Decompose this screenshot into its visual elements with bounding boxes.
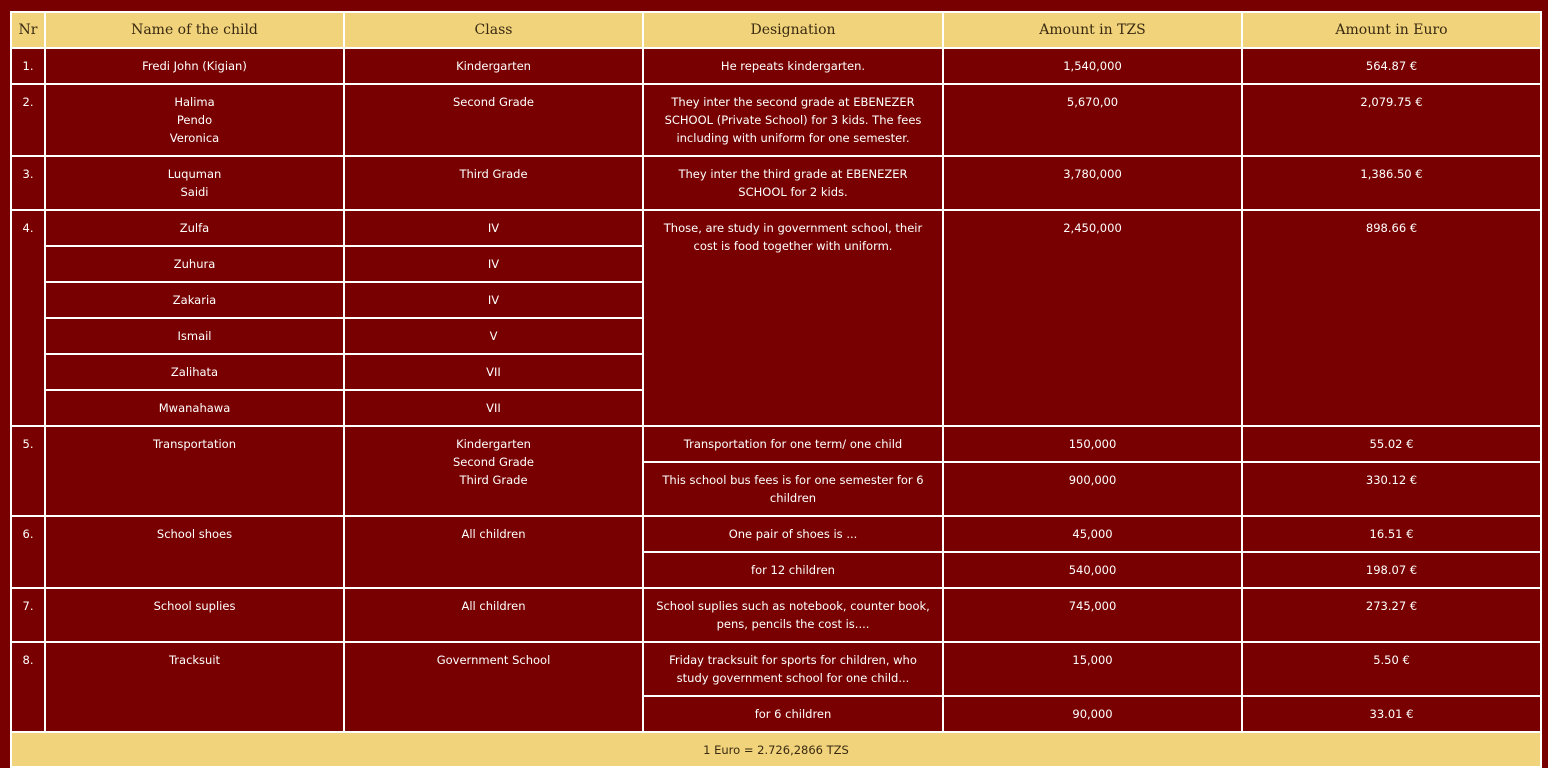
designation-cell: Transportation for one term/ one child [643,426,943,462]
designation-cell: Those, are study in government school, their cost is food together with uniform. [643,210,943,426]
header-name: Name of the child [45,12,344,48]
amount-euro: 1,386.50 € [1242,156,1541,210]
table-row [11,426,1541,462]
amount-tzs: 90,000 [943,696,1242,732]
item-name: Transportation [45,426,344,516]
child-name-line: Luquman [167,167,222,181]
amount-tzs: 2,450,000 [943,210,1242,426]
child-name: Zakaria [45,282,344,318]
child-name: Zulfa [45,210,344,246]
amount-euro: 33.01 € [1242,696,1541,732]
designation-cell: This school bus fees is for one semester for 6 children [643,462,943,516]
child-name: Zuhura [45,246,344,282]
class-line: Kindergarten [456,437,531,451]
header-amount-euro: Amount in Euro [1242,12,1541,48]
header-row [11,12,1541,48]
item-name: Tracksuit [45,642,344,732]
amount-euro: 5.50 € [1242,642,1541,696]
header-amount-tzs: Amount in TZS [943,12,1242,48]
amount-tzs: 5,670,00 [943,84,1242,156]
class-line: Third Grade [459,473,528,487]
designation-cell: Friday tracksuit for sports for children, who study government school for one child... [643,642,943,696]
amount-tzs: 150,000 [943,426,1242,462]
row-number: 1. [11,48,45,84]
amount-euro: 330.12 € [1242,462,1541,516]
row-number: 7. [11,588,45,642]
amount-tzs: 15,000 [943,642,1242,696]
class-cell: Kindergarten [344,48,643,84]
item-name: School shoes [45,516,344,588]
designation-cell: He repeats kindergarten. [643,48,943,84]
child-name: Zalihata [45,354,344,390]
child-name: Mwanahawa [45,390,344,426]
class-cell: V [344,318,643,354]
child-name-line: Halima [174,95,215,109]
header-designation: Designation [643,12,943,48]
amount-euro: 55.02 € [1242,426,1541,462]
class-cell: Second Grade [344,84,643,156]
class-cell: IV [344,282,643,318]
table-row [11,588,1541,642]
amount-tzs: 1,540,000 [943,48,1242,84]
amount-euro: 16.51 € [1242,516,1541,552]
designation-cell: They inter the third grade at EBENEZER SCHOOL for 2 kids. [643,156,943,210]
child-name [45,84,344,156]
child-name-line: Veronica [169,131,220,145]
amount-euro: 273.27 € [1242,588,1541,642]
class-cell: VII [344,354,643,390]
budget-table [10,11,1542,768]
class-cell: All children [344,588,643,642]
amount-euro: 564.87 € [1242,48,1541,84]
amount-tzs: 3,780,000 [943,156,1242,210]
class-line: Second Grade [452,455,535,469]
amount-tzs: 45,000 [943,516,1242,552]
footer-row [11,732,1541,767]
amount-tzs: 745,000 [943,588,1242,642]
class-cell [344,426,643,516]
class-cell: Third Grade [344,156,643,210]
amount-euro: 198.07 € [1242,552,1541,588]
amount-tzs: 540,000 [943,552,1242,588]
table-row [11,84,1541,156]
child-name [45,156,344,210]
table-row [11,156,1541,210]
designation-cell: One pair of shoes is ... [643,516,943,552]
designation-cell: for 12 children [643,552,943,588]
class-cell: VII [344,390,643,426]
child-name: Fredi John (Kigian) [45,48,344,84]
row-number: 8. [11,642,45,732]
class-cell: IV [344,246,643,282]
row-number: 2. [11,84,45,156]
class-cell: All children [344,516,643,588]
child-name: Ismail [45,318,344,354]
row-number: 5. [11,426,45,516]
row-number: 6. [11,516,45,588]
child-name-line: Saidi [180,185,209,199]
designation-cell: School suplies such as notebook, counter book, pens, pencils the cost is.... [643,588,943,642]
row-number: 4. [11,210,45,426]
row-number: 3. [11,156,45,210]
table-row [11,642,1541,696]
designation-cell: for 6 children [643,696,943,732]
class-cell: Government School [344,642,643,732]
header-nr: Nr [11,12,45,48]
class-cell: IV [344,210,643,246]
item-name: School suplies [45,588,344,642]
exchange-rate-note: 1 Euro = 2.726,2866 TZS [11,732,1541,767]
amount-euro: 898.66 € [1242,210,1541,426]
child-name-line: Pendo [176,113,213,127]
table-row [11,210,1541,246]
header-class: Class [344,12,643,48]
designation-cell: They inter the second grade at EBENEZER SCHOOL (Private School) for 3 kids. The fees including with uniform for one semester. [643,84,943,156]
table-row [11,48,1541,84]
amount-euro: 2,079.75 € [1242,84,1541,156]
table-row [11,516,1541,552]
amount-tzs: 900,000 [943,462,1242,516]
